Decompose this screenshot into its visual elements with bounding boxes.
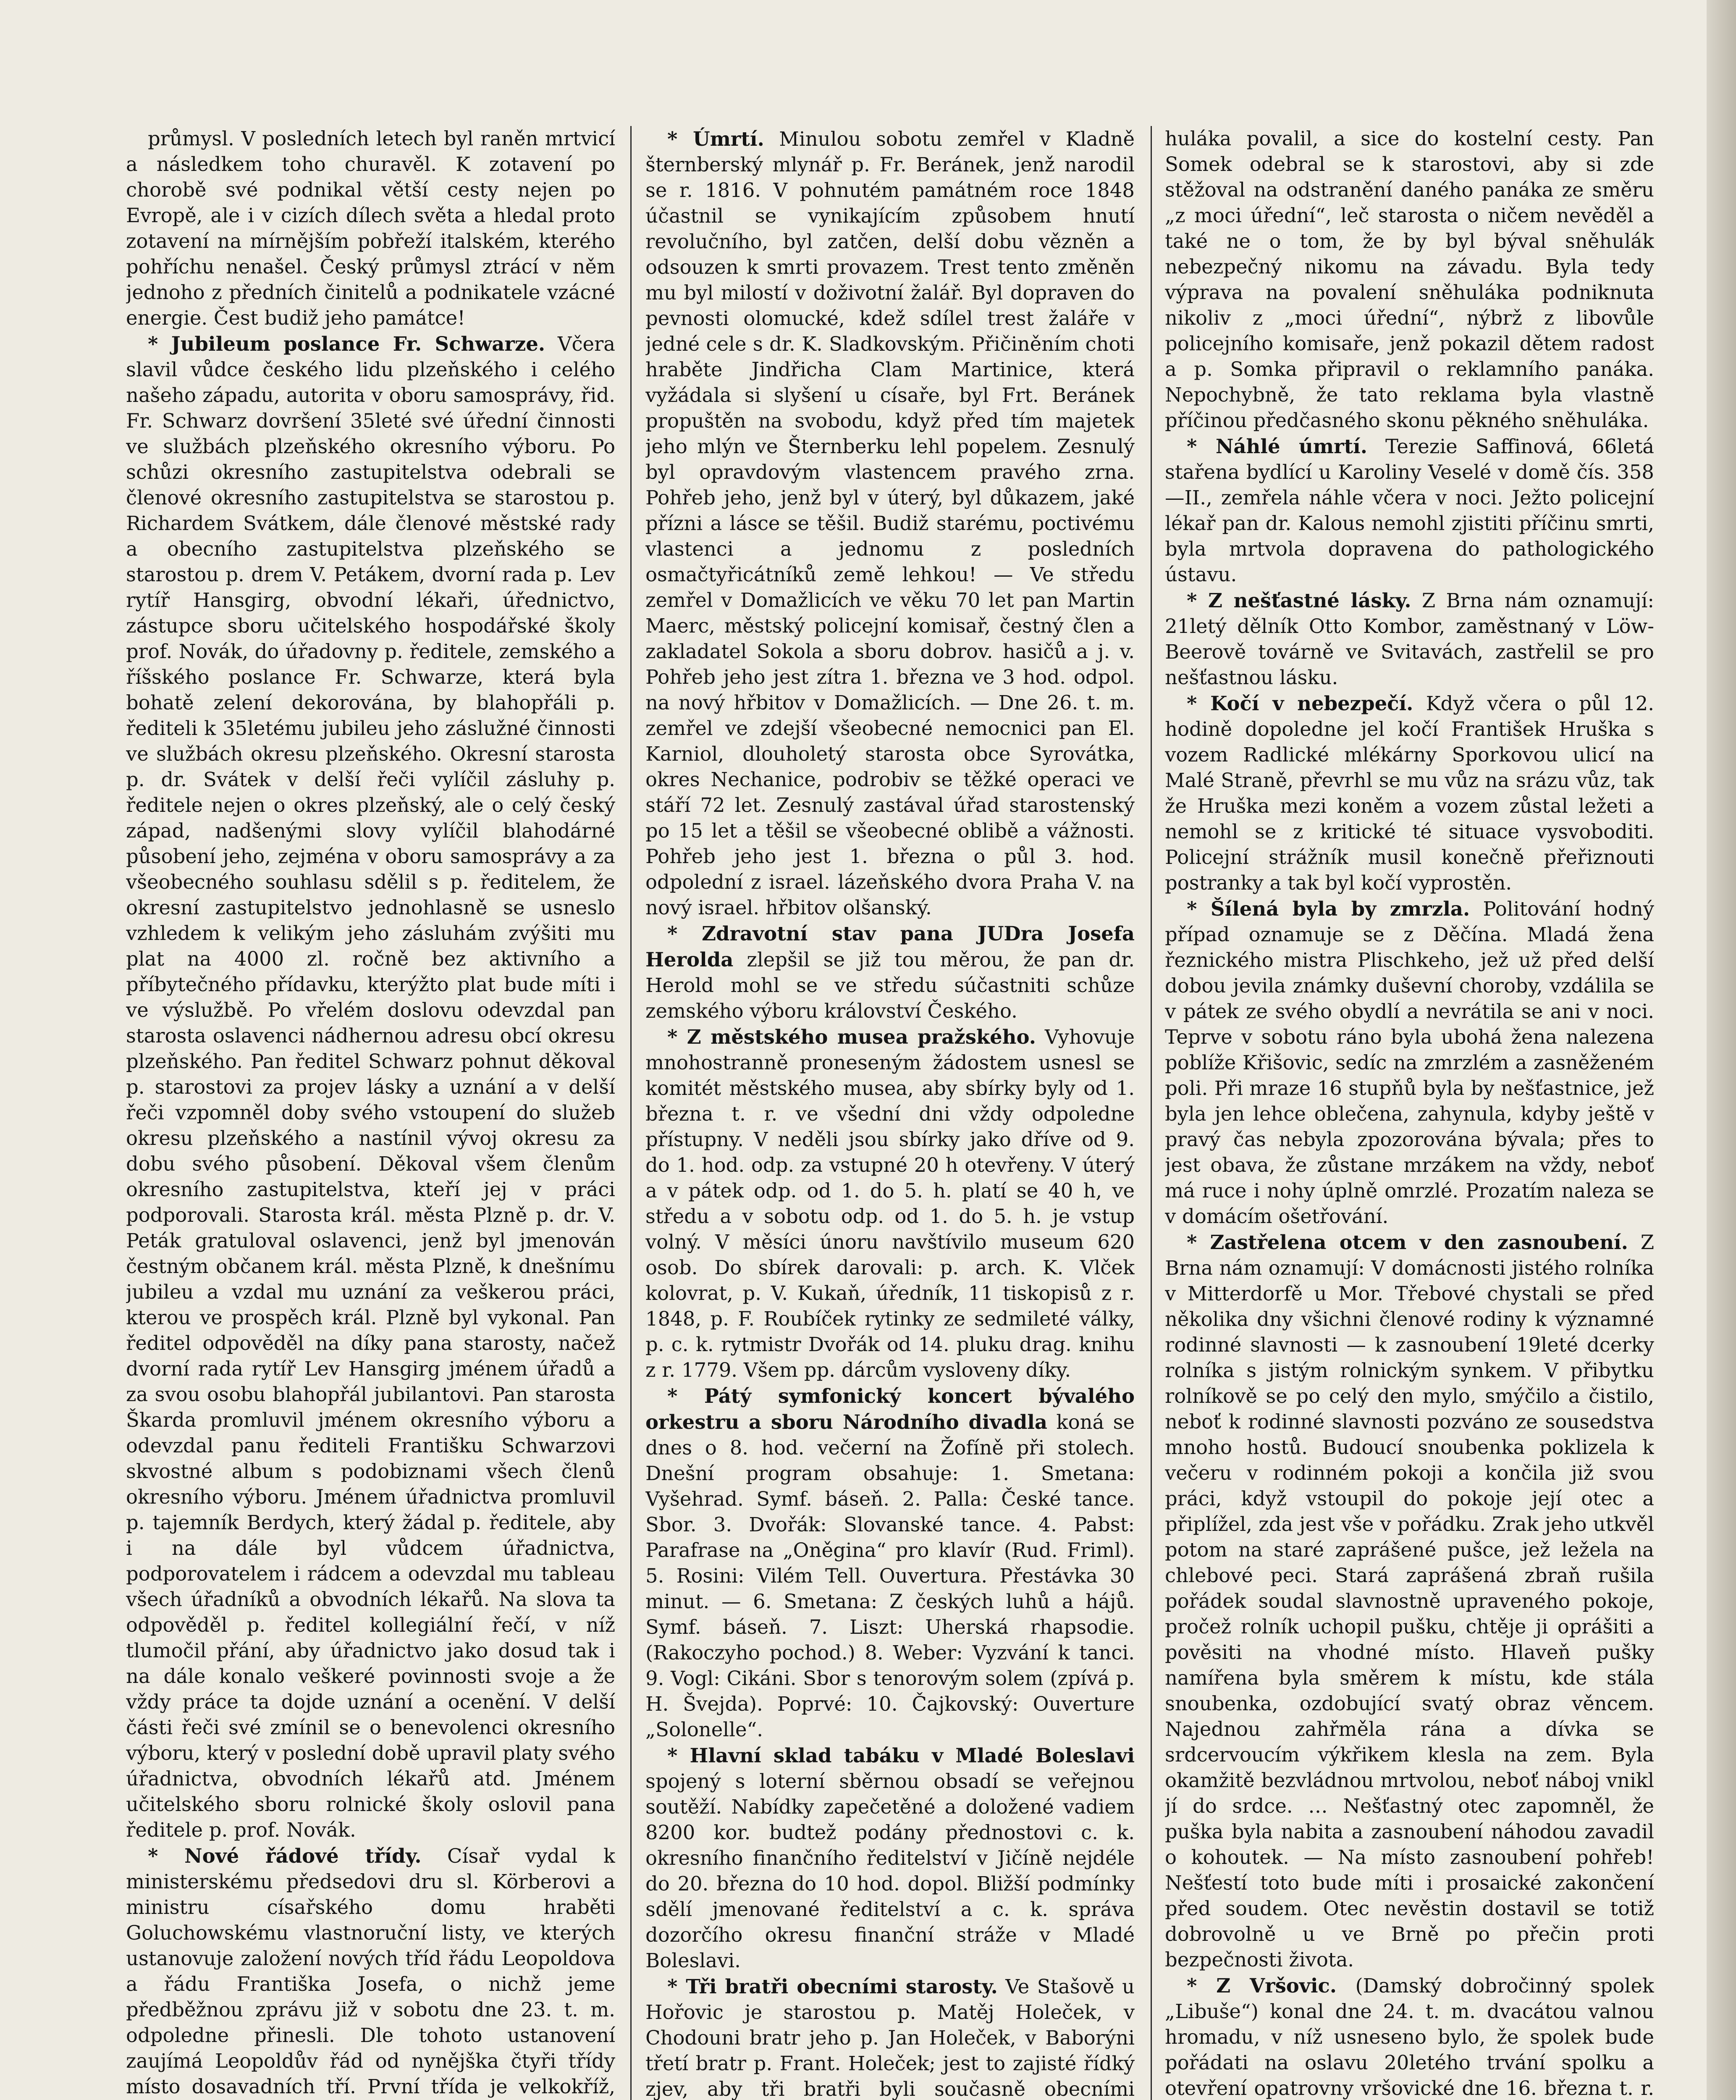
article-body: zlepšil se již tou měrou, že pan dr. Herold mohl se ve středu súčastniti schůze zemského výboru království Českého. — [645, 948, 1135, 1022]
article-body: Vyhovuje mnohostranně proneseným žádostem usnesl se komitét městského musea, aby sbírky byly od 1. března t. r. ve všední dni vždy odpoledne přístupny. V neděli jsou sbírky jako dříve od 9. do 1. hod. odp. za vstupné 20 h otevřeny. V úterý a v pátek odp. od 1. do 5. h. platí se 40 h, ve středu a v sobotu odp. od 1. do 5. h. je vstup volný. V měsíci únoru navštívilo museum 620 osob. Do sbírek darovali: p. arch. K. Vlček kolovrat, p. V. Kukaň, úředník, 11 tiskopisů z r. 1848, p. F. Roubíček rytinky ze sedmileté války, p. c. k. rytmistr Dvořák od 14. pluku drag. knihu z r. 1779. Všem pp. dárcům vysloveny díky. — [645, 1026, 1135, 1381]
article-headline: * Šílená byla by zmrzla. — [1187, 897, 1470, 920]
article-paragraph — [1165, 690, 1654, 896]
article-paragraph — [1165, 896, 1654, 1229]
article-headline: * Pátý symfonický koncert bývalého orkestru a sboru Národního divadla — [645, 1384, 1135, 1433]
article-paragraph — [1165, 1229, 1654, 1973]
article-paragraph — [645, 1743, 1135, 1974]
article-body: Politování hodný případ oznamuje se z Děčína. Mladá žena řeznického mistra Plischkeho, jež už před delší dobou jevila známky duševní choroby, vzdálila se v pátek ze svého obydlí a nevrátila se ani v noci. Teprve v sobotu ráno byla ubohá žena nalezena poblíže Křišovic, sedíc na zmrzlém a zasněženém poli. Při mraze 16 stupňů byla by nešťastnice, jež byla jen lehce oblečena, zahynula, kdyby ještě v pravý čas nebyla zpozorována bývala; přes to jest obava, že zůstane mrzákem na vždy, neboť má ruce i nohy úplně omrzlé. Prozatím naleza se v domácím ošetřování. — [1165, 898, 1654, 1228]
article-headline: * Z nešťastné lásky. — [1187, 589, 1411, 612]
article-body: Terezie Saffinová, 66letá stařena bydlící u Karoliny Veselé v domě čís. 358—II., zemřela náhle včera v noci. Ježto policejní lékař pan dr. Kalous nemohl zjistiti příčinu smrti, byla mrtvola dopravena do pathologického ústavu. — [1165, 435, 1654, 586]
article-body: spojený s loterní sběrnou obsadí se veřejnou soutěží. Nabídky zapečetěné a doložené vadiem 8200 kor. budtež podány přednostovi c. k. okresního finančního ředitelství v Jičíně nejdéle do 20. března do 10 hod. dopol. Bližší podmínky sdělí jmenované ředitelství a c. k. správa dozorčího okresu finanční stráže v Mladé Boleslavi. — [645, 1770, 1135, 1972]
article-headline: * Hlavní sklad tabáku v Mladé Boleslavi — [667, 1744, 1135, 1767]
article-body: průmysl. V posledních letech byl raněn mrtvicí a následkem toho churavěl. K zotavení po chorobě své podnikal větší cesty nejen po Evropě, ale i v cizích dílech světa a hledal proto zotavení na mírnějším pobřeží italském, kterého pohříchu nenašel. Český průmysl ztrácí v něm jednoho z předních činitelů a podnikatele vzácné energie. Čest budiž jeho památce! — [126, 127, 615, 329]
article-body: koná se dnes o 8. hod. večerní na Žofíně při stolech. Dnešní program obsahuje: 1. Smetana: Vyšehrad. Symf. báseň. 2. Palla: České tance. Sbor. 3. Dvořák: Slovanské tance. 4. Pabst: Parafrase na „Oněgina“ pro klavír (Rud. Friml). 5. Rosini: Vilém Tell. Ouvertura. Přestávka 30 minut. — 6. Smetana: Z českých luhů a hájů. Symf. báseň. 7. Liszt: Uherská rhapsodie. (Rakoczyho pochod.) 8. Weber: Vyzvání k tanci. 9. Vogl: Cikáni. Sbor s tenorovým solem (zpívá p. H. Švejda). Poprvé: 10. Čajkovský: Ouverture „Solonelle“. — [645, 1411, 1135, 1741]
article-body: Z Brna nám oznamují: 21letý dělník Otto Kombor, zaměstnaný v Löw-Beerově továrně ve Svitavách, zastřelil se pro nešťastnou lásku. — [1165, 589, 1654, 689]
article-paragraph — [126, 126, 615, 331]
article-body: Z Brna nám oznamují: V domácnosti jistého rolníka v Mitterdorfě u Mor. Třebové chystali se před několika dny všichni členové rodiny k významné rodinné slavnosti — k zasnoubení 19leté dcerky rolníka s jistým rolnickým synkem. V přibytku rolníkově se po celý den mylo, smýčilo a čistilo, neboť k rodinné slavnosti pozváno ze sousedstva mnoho hostů. Budoucí snoubenka poklizela k večeru v rodinném pokoji a končila již svou práci, když vstoupil do pokoje její otec a připlížel, zda jest vše v pořádku. Zrak jeho utkvěl potom na staré zaprášené pušce, jež ležela na chlebové peci. Stará zaprášená zbraň rušila pořádek soudal slavnostně upraveného pokoje, pročež rolník uchopil pušku, chtěje ji oprášiti a pověsiti na vhodné místo. Hlaveň pušky namířena byla směrem k místu, kde stála snoubenka, ozdobující svatý obraz věncem. Najednou zahřměla rána a dívka se srdcervoucím výkřikem klesla na zem. Byla okamžitě bezvládnou mrtvolou, neboť náboj vnikl jí do srdce. … Nešťastný otec zapomněl, že puška byla nabita a zasnoubení náhodou zavadil o kohoutek. — Na místo zasnoubení pohřeb! Nešťestí toto bude míti i prosaické zakončení před soudem. Otec nevěstin dostavil se totiž dobrovolně u ve Brně po přečin proti bezpečnosti života. — [1165, 1231, 1654, 1971]
article-body: Ve Stašově u Hořovic je starostou p. Matěj Holeček, v Chodouni bratr jeho p. Jan Holeček, v Baborýni třetí bratr p. Frant. Holeček; jest to zajisté řídký zjev, aby tři bratři byli současně obecními — [645, 1975, 1135, 2100]
column-right — [1165, 126, 1654, 2100]
article-paragraph — [126, 1843, 615, 2100]
column-middle — [645, 126, 1135, 2100]
article-paragraph — [645, 1024, 1135, 1383]
article-paragraph — [1165, 126, 1654, 433]
article-paragraph — [1165, 588, 1654, 690]
article-body: Minulou sobotu zemřel v Kladně šternberský mlynář p. Fr. Beránek, jenž narodil se r. 1816. V pohnutém památném roce 1848 účastnil se vynikajícím způsobem hnutí revolučního, byl zatčen, delší dobu vězněn a odsouzen k smrti provazem. Trest tento změněn mu byl milostí v doživotní žalář. Byl dopraven do pevnosti olomucké, kdež sdílel trest žaláře v jedné cele s dr. K. Sladkovským. Přičiněním choti hraběte Jindřicha Clam Martinice, která vyžádala si slyšení u císaře, byl Frt. Beránek propuštěn na svobodu, když před tím majetek jeho mlýn ve Šternberku lehl popelem. Zesnulý byl opravdovým vlastencem pravého zrna. Pohřeb jeho, jenž byl v úterý, byl důkazem, jaké přízni a lásce se těšil. Budiž starému, poctivému vlastenci a jednomu z posledních osmačtyřicátníků země lehkou! — Ve středu zemřel v Domažlicích ve věku 70 let pan Martin Maerc, městský policejní komisař, čestný člen a zakladatel Sokola a sboru dobrov. hasičů a j. v. Pohřeb jeho jest zítra 1. března ve 3 hod. odpol. na nový hřbitov v Domažlicích. — Dne 26. t. m. zemřel ve zdejší všeobecné nemocnici pan El. Karniol, dlouholetý starosta obce Syrovátka, okres Nechanice, podrobiv se těžké operaci ve stáří 72 let. Zesnulý zastával úřad starostenský po 15 let a těšil se všeobecné oblibě a vážnosti. Pohřeb jeho jest 1. března o půl 3. hod. odpolední z israel. lázeňského dvora Praha V. na nový israel. hřbitov olšanský. — [645, 128, 1135, 919]
article-headline: * Nové řádové třídy. — [148, 1844, 422, 1867]
article-headline: * Jubileum poslance Fr. Schwarze. — [148, 332, 545, 355]
article-paragraph — [645, 1974, 1135, 2100]
article-body: huláka povalil, a sice do kostelní cesty. Pan Somek odebral se k starostovi, aby si zde stěžoval na odstranění daného panáka ze směru „z moci úřední“, leč starosta o ničem nevěděl a také ne o tom, že by byl býval sněhulák nebezpečný nikomu na závadu. Byla tedy výprava na povalení sněhuláka podniknuta nikoliv z „moci úřední“, nýbrž z libovůle policejního komisaře, jenž pokazil dětem radost a p. Somka připravil o reklamního panáka. Nepochybně, že tato reklama byla vlastně příčinou předčasného skonu pěkného sněhuláka. — [1165, 127, 1654, 432]
article-headline: * Zdravotní stav pana JUDra Josefa Herolda — [645, 922, 1135, 971]
article-paragraph — [1165, 1973, 1654, 2100]
article-paragraph — [645, 921, 1135, 1024]
article-paragraph — [645, 1383, 1135, 1743]
article-headline: * Úmrtí. — [667, 127, 764, 150]
article-body: Včera slavil vůdce českého lidu plzeňského i celého našeho západu, autorita v oboru samosprávy, řid. Fr. Schwarz dovršení 35leté své úřední činnosti ve službách plzeňského okresního výboru. Po schůzi okresního zastupitelstva odebrali se členové okresního zastupitelstva se starostou p. Richardem Svátkem, dále členové městské rady a obecního zastupitelstva plzeňského se starostou p. drem V. Petákem, dvorní rada p. Lev rytíř Hansgirg, obvodní lékaři, úřednictvo, zástupce sboru učitelského hospodářské školy prof. Novák, do úřadovny p. ředitele, zemského a říšského poslance Fr. Schwarze, která byla bohatě zelení dekorována, by blahopřáli p. řediteli k 35letému jubileu jeho záslužné činnosti ve službách okresu plzeňského. Okresní starosta p. dr. Svátek v delší řeči vylíčil zásluhy p. ředitele nejen o okres plzeňský, ale o celý český západ, nadšenými slovy vylíčil blahodárné působení jeho, zejména v oboru samosprávy a za všeobecného souhlasu sdělil s p. ředitelem, že okresní zastupitelstvo jednohlasně se usneslo vzhledem k velikým jeho zásluhám zvýšiti mu plat na 4000 zl. ročně bez aktivního a příbytečného přídavku, kterýžto plat bude míti i ve výslužbě. Po vřelém doslovu odevzdal pan starosta oslavenci nádhernou adresu obcí okresu plzeňského. Pan ředitel Schwarz pohnut děkoval p. starostovi za projev lásky a uznání a v delší řeči vzpomněl doby svého vstoupení do služeb okresu plzeňského a nastínil vývoj okresu za dobu svého působení. Děkoval všem členům okresního zastupitelstva, kteří jej v práci podporovali. Starosta král. města Plzně p. dr. V. Peták gratuloval oslavenci, jenž byl jmenován čestným občanem král. města Plzně, k dnešnímu jubileu a vzdal mu uznání za veškerou práci, kterou ve prospěch král. Plzně byl vykonal. Pan ředitel odpověděl na díky pana starosty, načež dvorní rada rytíř Lev Hansgirg jménem úřadů a za svou osobu blahopřál jubilantovi. Pan starosta Škarda promluvil jménem okresního výboru a odevzdal panu řediteli Františku Schwarzovi skvostné album s podobiznami všech členů okresního výboru. Jménem úřadnictva promluvil p. tajemník Berdych, který žádal p. ředitele, aby i na dále byl vůdcem úřadnictva, podporovatelem i rádcem a odevzdal mu tableau všech úřadníků a obvodních lékařů. Na slova ta odpověděl p. ředitel kollegiální řečí, v níž tlumočil přání, aby úřadnictvo jako dosud tak i na dále konalo veškeré povinnosti svoje a že vždy práce ta dojde uznání a ocenění. V delší části řeči své zmínil se o benevolenci okresního výboru, který v poslední době upravil platy svého úřadnictva, obvodních lékařů atd. Jménem učitelského sboru rolnické školy oslovil pana ředitele p. prof. Novák. — [126, 333, 615, 1841]
column-left — [126, 126, 615, 2100]
article-headline: * Zastřelena otcem v den zasnoubení. — [1187, 1231, 1628, 1254]
scan-edge — [1707, 0, 1736, 2100]
article-headline: * Tři bratři obecními starosty. — [667, 1975, 998, 1998]
article-headline: * Náhlé úmrtí. — [1187, 435, 1367, 458]
article-body: Když včera o půl 12. hodině dopoledne jel kočí František Hruška s vozem Radlické mlékárny Sporkovou ulicí na Malé Straně, převrhl se mu vůz na srázu vůz, tak že Hruška mezi koněm a vozem zůstal ležeti a nemohl se z kritické té situace vysvoboditi. Policejní strážník musil konečně přeřiznouti postranky a tak byl kočí vyprostěn. — [1165, 692, 1654, 894]
article-columns — [126, 126, 1655, 2100]
article-headline: * Kočí v nebezpečí. — [1187, 692, 1413, 715]
article-paragraph — [126, 331, 615, 1843]
article-body: Císař vydal k ministerskému předsedovi dru sl. Körberovi a ministru císařského domu hraběti Goluchowskému vlastnoruční listy, ve kterých ustanovuje založení nových tříd řádu Leopoldova a řádu Františka Josefa, o nichž jeme předběžnou zprávu již v sobotu dne 23. t. m. odpoledne přinesli. Dle tohoto ustanovení zaujímá Leopoldův řád od nynějška čtyři třídy místo dosavadních tří. První třída je velkokříž, — [126, 1845, 615, 2098]
article-body: (Damský dobročinný spolek „Libuše“) konal dne 24. t. m. dvacátou valnou hromadu, v níž usneseno bylo, že spolek bude pořádati na oslavu 20letého trvání spolku a otevření opatrovny vršovické dne 16. března t. r. — [1165, 1974, 1654, 2100]
article-headline: * Z Vršovic. — [1187, 1974, 1337, 1997]
article-paragraph — [1165, 433, 1654, 588]
article-headline: * Z městského musea pražského. — [667, 1025, 1036, 1048]
article-paragraph — [645, 126, 1135, 921]
